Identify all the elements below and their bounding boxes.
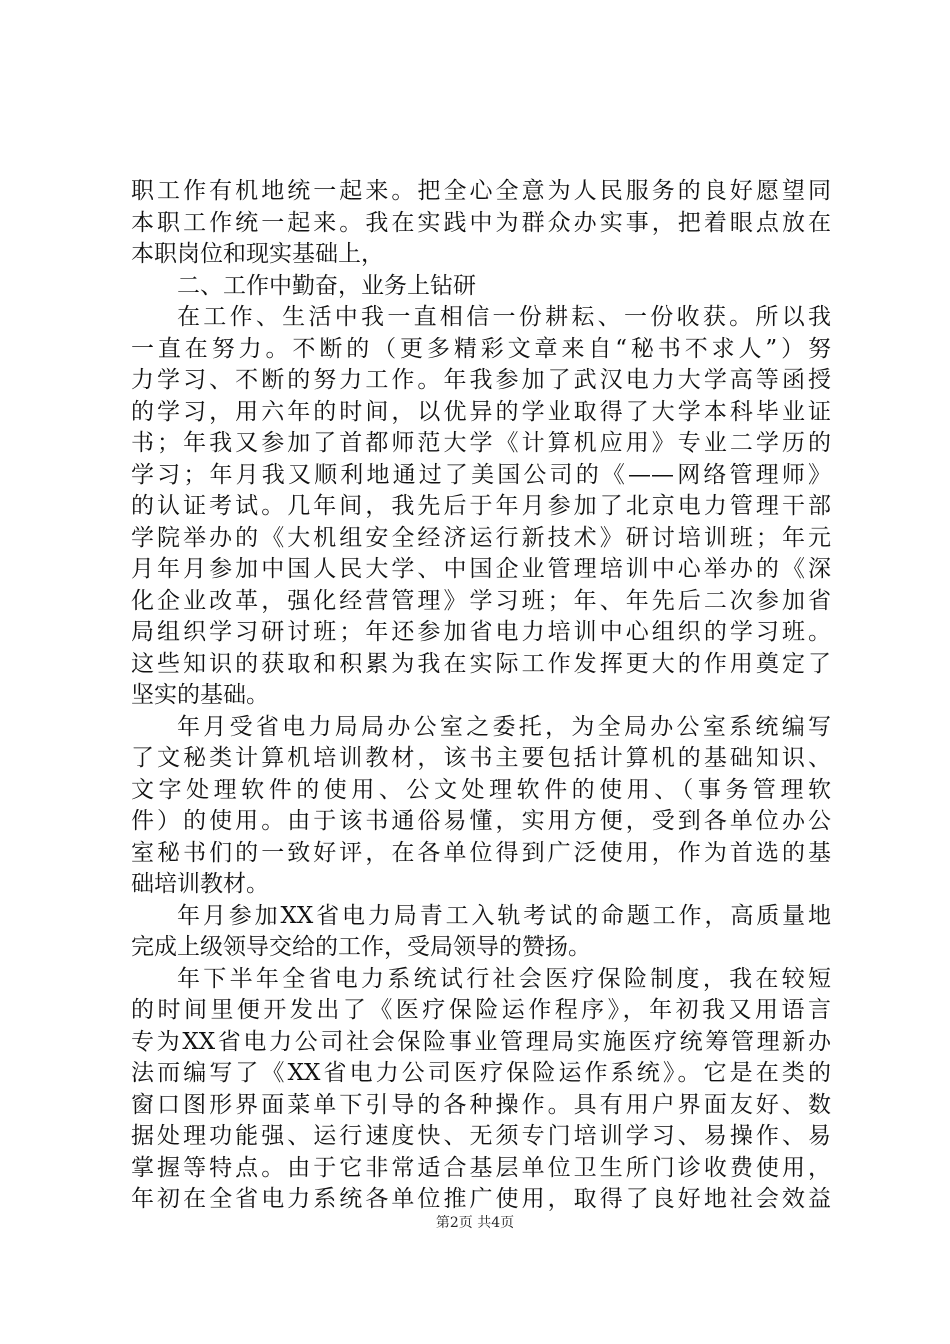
- text-line: 完成上级领导交给的工作，受局领导的赞扬。: [131, 934, 591, 960]
- text-line: 掌握等特点。由于它非常适合基层单位卫生所门诊收费使用，: [131, 1154, 831, 1181]
- text-line: 在工作、生活中我一直相信一份耕耘、一份收获。所以我: [177, 304, 831, 330]
- text-line: 的学习，用六年的时间，以优异的学业取得了大学本科毕业证: [131, 398, 831, 425]
- text-line: 书；年我又参加了首都师范大学《计算机应用》专业二学历的: [131, 430, 831, 456]
- text-line: 化企业改革，强化经营管理》学习班；年、年先后二次参加省: [131, 587, 831, 614]
- text-line: 本职工作统一起来。我在实践中为群众办实事，把着眼点放在: [131, 209, 831, 236]
- text-line: 坚实的基础。: [131, 682, 269, 708]
- text-line: 职工作有机地统一起来。把全心全意为人民服务的良好愿望同: [131, 178, 831, 204]
- text-line: 室秘书们的一致好评，在各单位得到广泛使用，作为首选的基: [131, 839, 831, 866]
- text-line: 法而编写了《XX省电力公司医疗保险运作系统》。它是在类的: [131, 1060, 831, 1086]
- text-line: 本职岗位和现实基础上，: [131, 241, 384, 267]
- text-line: 局组织学习研讨班；年还参加省电力培训中心组织的学习班。: [131, 619, 831, 645]
- text-line: 年初在全省电力系统各单位推广使用，取得了良好地社会效益: [131, 1186, 831, 1212]
- text-line: 件）的使用。由于该书通俗易懂，实用方便，受到各单位办公: [131, 808, 831, 834]
- text-line: 文字处理软件的使用、公文处理软件的使用、（事务管理软: [131, 776, 831, 803]
- text-line: 年月参加XX省电力局青工入轨考试的命题工作，高质量地: [177, 902, 831, 929]
- text-line: 的认证考试。几年间，我先后于年月参加了北京电力管理干部: [131, 493, 831, 519]
- text-line: 窗口图形界面菜单下引导的各种操作。具有用户界面友好、数: [131, 1091, 831, 1118]
- text-line: 专为XX省电力公司社会保险事业管理局实施医疗统筹管理新办: [131, 1028, 831, 1055]
- text-line: 力学习、不断的努力工作。年我参加了武汉电力大学高等函授: [131, 367, 831, 393]
- text-line: 础培训教材。: [131, 871, 269, 897]
- text-line: 年下半年全省电力系统试行社会医疗保险制度，我在较短: [177, 965, 831, 992]
- text-line: 的时间里便开发出了《医疗保险运作程序》，年初我又用语言: [131, 997, 831, 1023]
- text-line: 学习；年月我又顺利地通过了美国公司的《——网络管理师》: [131, 461, 831, 488]
- page-footer: 第2页 共4页: [435, 1215, 515, 1231]
- text-line: 月年月参加中国人民大学、中国企业管理培训中心举办的《深: [131, 556, 831, 582]
- text-line: 一直在努力。不断的（更多精彩文章来自“秘书不求人”）努: [131, 335, 831, 362]
- text-line: 年月受省电力局局办公室之委托，为全局办公室系统编写: [177, 713, 831, 740]
- document-body: [131, 176, 831, 1216]
- text-line: 二、工作中勤奋，业务上钻研: [177, 272, 476, 299]
- text-line: 这些知识的获取和积累为我在实际工作发挥更大的作用奠定了: [131, 650, 831, 677]
- text-line: 学院举办的《大机组安全经济运行新技术》研讨培训班；年元: [131, 524, 831, 551]
- text-line: 了文秘类计算机培训教材，该书主要包括计算机的基础知识、: [131, 745, 831, 771]
- text-line: 据处理功能强、运行速度快、无须专门培训学习、易操作、易: [131, 1123, 831, 1149]
